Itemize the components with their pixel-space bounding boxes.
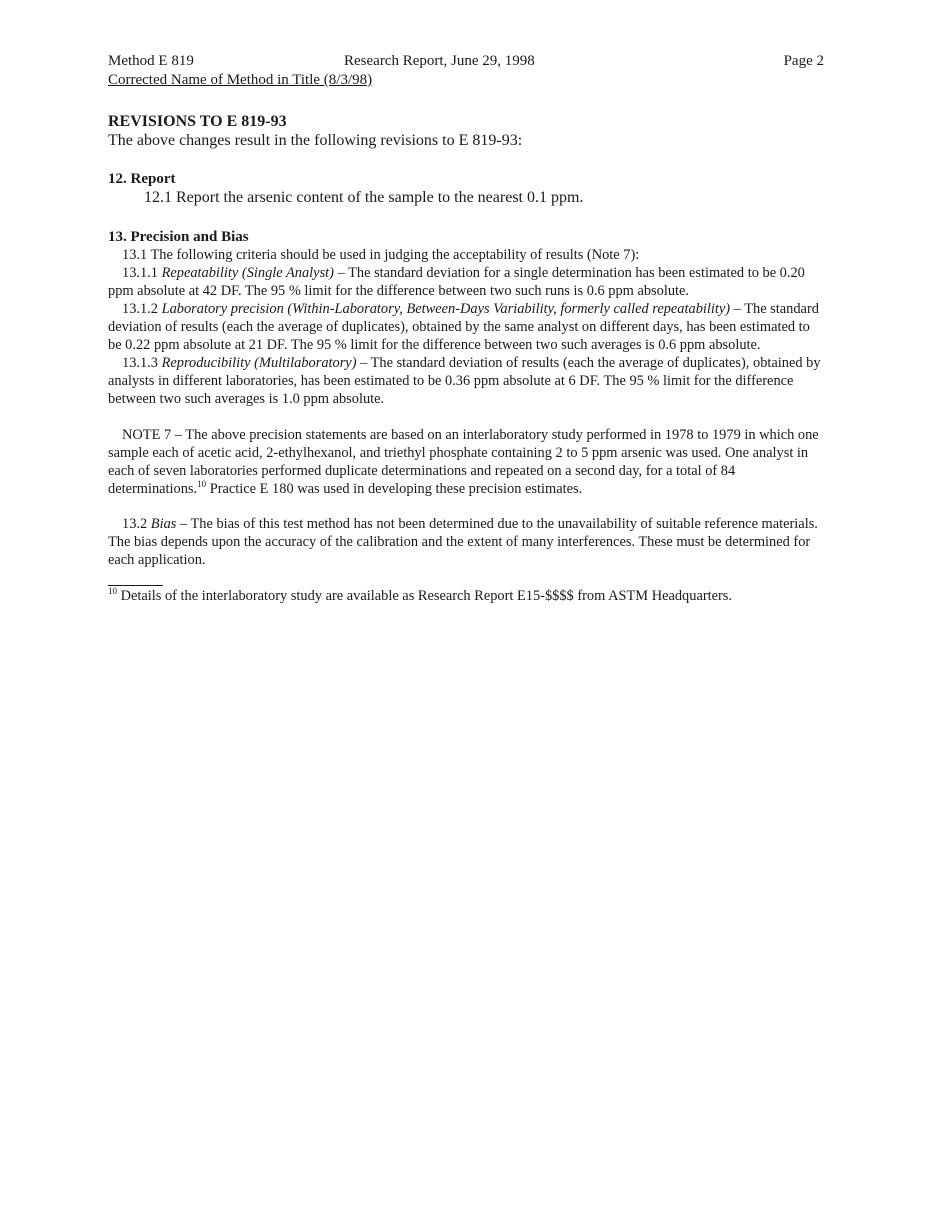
footnote-text: Details of the interlaboratory study are available as Research Report E15-$$$$ from ASTM Headquarters.	[117, 588, 733, 604]
lab-precision-number: 13.1.2	[122, 301, 162, 317]
repeatability-number: 13.1.1	[122, 265, 162, 281]
document-page	[108, 52, 824, 605]
lab-precision-paragraph	[108, 300, 824, 354]
bias-text: – The bias of this test method has not been determined due to the unavailability of suitable reference materials. The bias depends upon the accuracy of the calibration and the extent of many interferences. These must be determined for each application.	[108, 516, 818, 568]
reproducibility-text: – The standard deviation of results (each the average of duplicates), obtained by analysts in different laboratories, has been estimated to be 0.36 ppm absolute at 6 DF. The 95 % limit for the difference between two such averages is 1.0 ppm absolute.	[108, 355, 821, 407]
reproducibility-term: Reproducibility (Multilaboratory)	[161, 355, 357, 371]
correction-note: Corrected Name of Method in Title (8/3/98)	[108, 72, 373, 88]
repeatability-paragraph	[108, 264, 824, 300]
page-number: Page 2	[783, 53, 824, 69]
footnote-reference: 10	[197, 479, 207, 490]
lab-precision-term: Laboratory precision (Within-Laboratory, Between-Days Variability, formerly called repeatability)	[161, 301, 731, 317]
repeatability-term: Repeatability (Single Analyst)	[161, 265, 334, 281]
revisions-intro: The above changes result in the following revisions to E 819-93:	[108, 132, 523, 149]
bias-term: Bias	[150, 516, 177, 532]
report-item: 12.1 Report the arsenic content of the sample to the nearest 0.1 ppm.	[144, 189, 584, 206]
note-7-text: NOTE 7 – The above precision statements are based on an interlaboratory study performed in 1978 to 1979 in which one sample each of acetic acid, 2-ethylhexanol, and triethyl phosphate containing 2 to 5 ppm arsenic was used. One analyst in each of seven laboratories performed duplicate determinations and repeated on a second day, for a total of 84 determinations.	[108, 427, 819, 497]
revisions-title: REVISIONS TO E 819-93	[108, 113, 287, 130]
report-date: Research Report, June 29, 1998	[344, 53, 535, 69]
reproducibility-number: 13.1.3	[122, 355, 162, 371]
report-heading: 12. Report	[108, 171, 176, 187]
footnote	[108, 587, 824, 605]
lab-precision-text: – The standard deviation of results (each the average of duplicates), obtained by the same analyst on different days, has been estimated to be 0.22 ppm absolute at 21 DF. The 95 % limit for the difference between two such averages is 0.6 ppm absolute.	[108, 301, 819, 353]
precision-criteria-paragraph	[108, 246, 824, 264]
reproducibility-paragraph	[108, 354, 824, 408]
note-7-paragraph	[108, 426, 824, 498]
precision-heading: 13. Precision and Bias	[108, 229, 249, 245]
page-header	[108, 52, 824, 71]
repeatability-text: – The standard deviation for a single determination has been estimated to be 0.20 ppm absolute at 42 DF. The 95 % limit for the difference between two such runs is 0.6 ppm absolute.	[108, 265, 805, 299]
bias-number: 13.2	[122, 516, 151, 532]
method-number: Method E 819	[108, 53, 194, 69]
bias-paragraph	[108, 515, 824, 569]
precision-criteria-text: 13.1 The following criteria should be used in judging the acceptability of results (Note 7):	[122, 247, 640, 263]
note-7-tail: Practice E 180 was used in developing these precision estimates.	[206, 481, 583, 497]
footnote-mark: 10	[108, 586, 117, 597]
